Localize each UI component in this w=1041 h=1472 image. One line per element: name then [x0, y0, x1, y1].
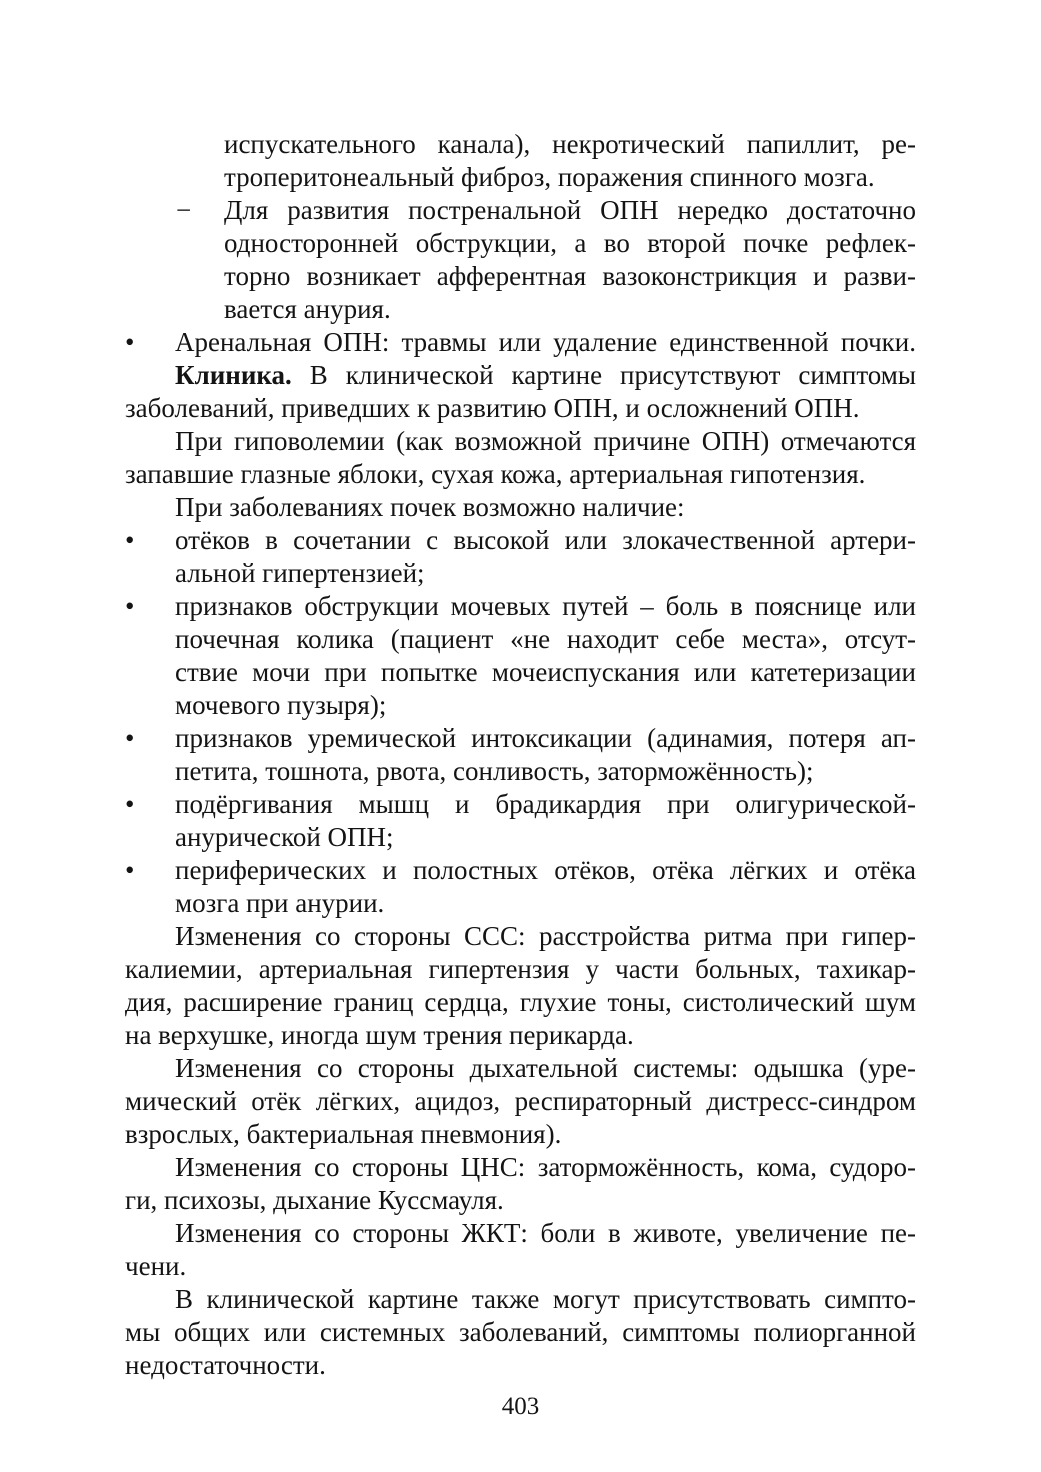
text-line: отёков в сочетании с высокой или злокачественной артери- [175, 525, 916, 555]
text-line: дия, расширение границ сердца, глухие тоны, систолический шум [125, 987, 916, 1017]
text-line: торно возникает афферентная вазоконстрикция и разви- [224, 261, 916, 291]
text-line: односторонней обструкции, а во второй почке рефлек- [224, 228, 916, 258]
text-line: ги, психозы, дыхание Куссмауля. [125, 1185, 504, 1215]
text-line: заболеваний, приведших к развитию ОПН, и осложнений ОПН. [125, 393, 860, 423]
text-line: чени. [125, 1251, 187, 1281]
text-line: Для развития постренальной ОПН нередко достаточно [224, 195, 916, 225]
dash-marker: − [176, 195, 192, 225]
bullet-marker: • [125, 723, 135, 753]
text-line: Изменения со стороны ССС: расстройства ритма при гипер- [175, 921, 916, 951]
text-line: При гиповолемии (как возможной причине ОПН) отмечаются [175, 426, 916, 456]
text-line: ствие мочи при попытке мочеиспускания или катетеризации [175, 657, 916, 687]
text-line: Изменения со стороны дыхательной системы: одышка (уре- [175, 1053, 916, 1083]
text-line: подёргивания мышц и брадикардия при олигурической- [175, 789, 916, 819]
text-line: калиемии, артериальная гипертензия у части больных, тахикар- [125, 954, 916, 984]
text-line: Аренальная ОПН: травмы или удаление единственной почки. [175, 327, 916, 357]
text-line: мический отёк лёгких, ацидоз, респираторный дистресс-синдром [125, 1086, 916, 1116]
text-line: мы общих или системных заболеваний, симптомы полиорганной [125, 1317, 916, 1347]
text-line: периферических и полостных отёков, отёка лёгких и отёка [175, 855, 916, 885]
bullet-marker: • [125, 591, 135, 621]
text-line: анурической ОПН; [175, 822, 394, 852]
bullet-marker: • [125, 789, 135, 819]
text-line: петита, тошнота, рвота, сонливость, заторможённость); [175, 756, 814, 786]
text-line: запавшие глазные яблоки, сухая кожа, артериальная гипотензия. [125, 459, 866, 489]
text-line: мозга при анурии. [175, 888, 385, 918]
text-line: альной гипертензией; [175, 558, 425, 588]
bullet-marker: • [125, 525, 135, 555]
text-line: Изменения со стороны ЖКТ: боли в животе, увеличение пе- [175, 1218, 916, 1248]
bold-term: Клиника. [175, 360, 292, 390]
text-line: недостаточности. [125, 1350, 326, 1380]
text-line: испускательного канала), некротический папиллит, ре- [224, 129, 916, 159]
text-line: При заболеваниях почек возможно наличие: [175, 492, 685, 522]
text-line: взрослых, бактериальная пневмония). [125, 1119, 562, 1149]
text-line: мочевого пузыря); [175, 690, 387, 720]
bullet-marker: • [125, 327, 135, 357]
text-line: Изменения со стороны ЦНС: заторможённость, кома, судоро- [175, 1152, 916, 1182]
paragraph-clinic-line [175, 359, 916, 392]
text-line: признаков обструкции мочевых путей – боль в пояснице или [175, 591, 916, 621]
text-line: на верхушке, иногда шум трения перикарда. [125, 1020, 634, 1050]
bullet-marker: • [125, 855, 135, 885]
text-line: почечная колика (пациент «не находит себе места», отсут- [175, 624, 916, 654]
text-line: вается анурия. [224, 294, 391, 324]
text-line: признаков уремической интоксикации (адинамия, потеря ап- [175, 723, 916, 753]
text-line: троперитонеальный фиброз, поражения спинного мозга. [224, 162, 875, 192]
page-number: 403 [501, 1393, 540, 1420]
text-line: В клинической картине также могут присутствовать симпто- [175, 1284, 916, 1314]
text-span: В клинической картине присутствуют симптомы [291, 360, 916, 390]
